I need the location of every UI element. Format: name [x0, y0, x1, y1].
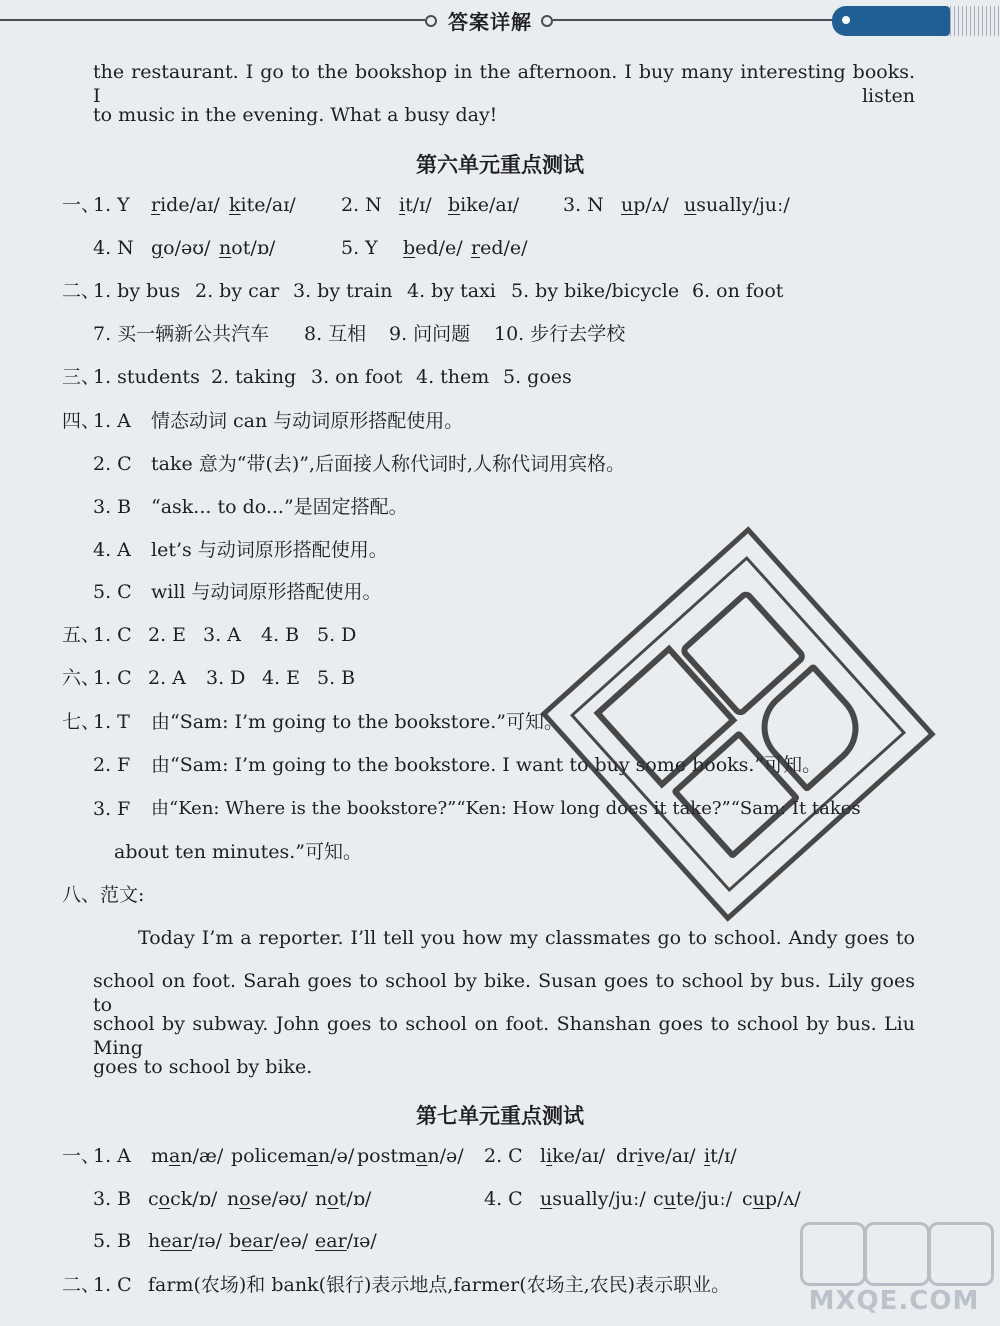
phonics-word: [151, 236, 210, 260]
word-part: n: [180, 1145, 193, 1167]
u6-s7-t: 由“Sam: I’m going to the bookstore.”可知。: [151, 711, 563, 733]
u6-s2-item: 6. on foot: [692, 280, 784, 302]
phonetic-symbol: /ʌ/: [777, 1188, 801, 1210]
phonics-item-number: 4. N: [93, 237, 134, 259]
underlined-letter: u: [752, 1188, 765, 1210]
phonics-word: [227, 1187, 308, 1211]
u6-s6-item: 3. D: [206, 667, 246, 689]
essay-line: school by subway. John goes to school on foot. Shanshan goes to school by bus. Liu Ming: [93, 1013, 915, 1059]
essay-line: school on foot. Sarah goes to school by bike. Susan goes to school by bus. Lily goes to: [93, 970, 915, 1016]
phonetic-symbol: /ɒ/: [192, 1188, 218, 1210]
underlined-letter: n: [219, 237, 232, 259]
underlined-letter: i: [637, 1145, 644, 1167]
word-rest: ike/aɪ/: [460, 194, 520, 216]
word-part: t: [710, 1145, 718, 1167]
underlined-letter: k: [229, 194, 241, 216]
u6-s7-cont: about ten minutes.”可知。: [114, 841, 362, 863]
u7-s2-num: 二、: [62, 1274, 101, 1296]
watermark-box: [864, 1222, 930, 1286]
seal-glyph: [671, 730, 801, 860]
u6-s2-item: 3. by train: [293, 280, 393, 302]
word-part: c: [148, 1188, 159, 1210]
underlined-letter: b: [403, 237, 416, 259]
u6-s4-n: 5. C: [93, 581, 132, 603]
underlined-letter: o: [158, 1188, 171, 1210]
phonics-word: [148, 1187, 217, 1211]
u6-s2-item: 10. 步行去学校: [494, 323, 626, 345]
tab-dot: [842, 16, 850, 24]
u6-s2-item: 8. 互相: [304, 323, 367, 345]
phonics-word: [403, 236, 463, 260]
watermark-box: [800, 1222, 866, 1286]
u7-s2-t: farm(农场)和 bank(银行)表示地点,farmer(农场主,农民)表示职业。: [148, 1274, 731, 1296]
phonics-word: [621, 193, 669, 217]
phonics-item-number: 5. B: [93, 1230, 132, 1252]
u6-s4-n: 2. C: [93, 453, 132, 475]
u6-s6-item: 4. E: [262, 667, 301, 689]
u6-s4-n: 4. A: [93, 539, 131, 561]
phonics-item-number: 3. N: [563, 194, 604, 216]
underlined-letter: b: [448, 194, 461, 216]
phonics-word: [229, 193, 296, 217]
word-part: postm: [357, 1145, 417, 1167]
phonics-word: [448, 193, 519, 217]
u6-s4-t: will 与动词原形搭配使用。: [151, 581, 382, 603]
word-part: p: [764, 1188, 778, 1210]
seal-inner-border: [570, 556, 906, 892]
word-part: l: [540, 1145, 547, 1167]
u6-s8-label: 八、范文:: [62, 884, 145, 906]
phonics-word: [315, 1187, 371, 1211]
phonetic-symbol: /əʊ/: [271, 1188, 308, 1210]
phonics-item-number: 3. B: [93, 1188, 132, 1210]
u6-s6-item: 2. A: [148, 667, 186, 689]
u6-s2-item: 9. 问问题: [389, 323, 471, 345]
watermark-box: [928, 1222, 994, 1286]
u6-s2-item: 1. by bus: [93, 280, 181, 302]
watermark-logo: [796, 1222, 992, 1322]
u6-s3-item: 1. students: [93, 366, 200, 388]
u6-s4-t: take 意为“带(去)”,后面接人称代词时,人称代词用宾格。: [151, 453, 626, 475]
word-part: ke: [552, 1145, 575, 1167]
u6-s7-num: 七、: [62, 711, 101, 733]
u6-s4-t: let’s 与动词原形搭配使用。: [151, 539, 388, 561]
underlined-letter: i: [399, 194, 406, 216]
phonics-item-number: 2. C: [484, 1145, 523, 1167]
phonics-word: [151, 193, 220, 217]
phonics-word: [148, 1229, 222, 1253]
u6-s7-t: 由“Ken: Where is the bookstore?”“Ken: How long does it take?”“Sam: It takes: [151, 798, 861, 819]
underlined-letter: i: [704, 1145, 711, 1167]
phonics-word: [399, 193, 432, 217]
word-part: n: [318, 1145, 331, 1167]
phonics-item-number: 4. C: [484, 1188, 523, 1210]
word-rest: ide/aɪ/: [160, 194, 220, 216]
u6-s3-num: 三、: [62, 366, 101, 388]
phonics-word: [219, 236, 275, 260]
phonics-word: [653, 1187, 732, 1211]
header-dot-right: [541, 15, 553, 27]
u6-s2-item: 7. 买一辆新公共汽车: [93, 323, 270, 345]
intro-line-1: the restaurant. I go to the bookshop in the afternoon. I buy many interesting books. I listen: [93, 61, 915, 107]
u6-s5-item: 1. C: [93, 624, 132, 646]
word-part: dr: [616, 1145, 638, 1167]
word-rest: ite/aɪ/: [240, 194, 296, 216]
u6-s7-n: 2. F: [93, 754, 131, 776]
seal-glyph: [678, 588, 808, 718]
word-part: sually: [552, 1188, 609, 1210]
word-rest: ot/ɒ/: [231, 237, 276, 259]
word-part: h: [148, 1230, 161, 1252]
underlined-letter: ear: [160, 1230, 192, 1252]
u6-s2-num: 二、: [62, 280, 101, 302]
unit7-title: 第七单元重点测试: [416, 1104, 584, 1128]
word-part: se: [250, 1188, 272, 1210]
word-rest: p/ʌ/: [633, 194, 669, 216]
underlined-letter: o: [239, 1188, 251, 1210]
word-part: n: [427, 1145, 440, 1167]
header-rule-right: [553, 19, 833, 21]
phonetic-symbol: /juː/: [694, 1188, 733, 1210]
u6-s5-item: 5. D: [317, 624, 357, 646]
underlined-letter: ear: [241, 1230, 273, 1252]
underlined-letter: a: [169, 1145, 181, 1167]
seal-stamp: [540, 526, 935, 921]
phonetic-symbol: /aɪ/: [665, 1145, 696, 1167]
phonics-word: [704, 1144, 737, 1168]
u6-s6-item: 1. C: [93, 667, 132, 689]
underlined-letter: g: [151, 237, 164, 259]
phonics-word: [315, 1229, 377, 1253]
underlined-letter: u: [663, 1188, 676, 1210]
essay-line: Today I’m a reporter. I’ll tell you how my classmates go to school. Andy goes to: [138, 927, 915, 949]
header-title: 答案详解: [448, 10, 532, 34]
word-part: b: [229, 1230, 242, 1252]
phonetic-symbol: /æ/: [192, 1145, 224, 1167]
phonetic-symbol: /ɪə/: [191, 1230, 223, 1252]
word-rest: ed/e/: [480, 237, 528, 259]
word-rest: ed/e/: [415, 237, 463, 259]
underlined-letter: i: [546, 1145, 553, 1167]
u6-s6-num: 六、: [62, 667, 101, 689]
word-part: policem: [231, 1145, 307, 1167]
u6-s5-item: 3. A: [203, 624, 241, 646]
watermark-text: MXQE.COM: [808, 1286, 980, 1316]
underlined-letter: r: [471, 237, 481, 259]
phonetic-symbol: /aɪ/: [574, 1145, 606, 1167]
u6-s5-num: 五、: [62, 624, 101, 646]
word-part: ve: [643, 1145, 666, 1167]
phonics-word: [151, 1144, 223, 1168]
u6-s4-n: 1. A: [93, 410, 131, 432]
u6-s7-n: 3. F: [93, 798, 131, 820]
word-part: n: [315, 1188, 328, 1210]
word-part: t: [338, 1188, 347, 1210]
u6-s2-item: 4. by taxi: [407, 280, 496, 302]
unit6-title: 第六单元重点测试: [416, 153, 584, 177]
essay-line: goes to school by bike.: [93, 1056, 313, 1078]
underlined-letter: u: [684, 194, 697, 216]
u6-s5-item: 4. B: [261, 624, 300, 646]
u6-s7-t: 由“Sam: I’m going to the bookstore. I want to buy some books.”可知。: [151, 754, 822, 776]
phonetic-symbol: /juː/: [608, 1188, 646, 1210]
underlined-letter: a: [416, 1145, 428, 1167]
word-rest: sually/juː/: [696, 194, 790, 216]
header-tab: [832, 6, 950, 36]
underlined-letter: ear: [315, 1230, 347, 1252]
phonics-word: [471, 236, 528, 260]
intro-line-2: to music in the evening. What a busy day!: [93, 104, 498, 126]
phonics-word: [742, 1187, 801, 1211]
phonetic-symbol: /ə/: [439, 1145, 464, 1167]
phonics-word: [540, 1144, 605, 1168]
phonetic-symbol: /ɒ/: [346, 1188, 372, 1210]
word-part: m: [151, 1145, 170, 1167]
u6-s4-t: “ask... to do...”是固定搭配。: [151, 496, 408, 518]
u6-s4-t: 情态动词 can 与动词原形搭配使用。: [151, 410, 464, 432]
u6-s1-num: 一、: [62, 194, 101, 216]
u6-s3-item: 5. goes: [503, 366, 572, 388]
underlined-letter: u: [540, 1188, 553, 1210]
phonics-item-number: 5. Y: [341, 237, 378, 259]
phonetic-symbol: /eə/: [272, 1230, 309, 1252]
u6-s5-item: 2. E: [148, 624, 187, 646]
word-rest: t/ɪ/: [405, 194, 432, 216]
word-part: te: [675, 1188, 695, 1210]
phonics-item-number: 2. N: [341, 194, 382, 216]
phonics-word: [684, 193, 790, 217]
word-rest: o/əʊ/: [163, 237, 211, 259]
phonics-word: [229, 1229, 308, 1253]
u6-s3-item: 3. on foot: [311, 366, 403, 388]
underlined-letter: r: [151, 194, 161, 216]
phonetic-symbol: /ɪ/: [717, 1145, 737, 1167]
u7-s1-num: 一、: [62, 1145, 101, 1167]
underlined-letter: u: [621, 194, 634, 216]
phonics-word: [357, 1144, 464, 1168]
u6-s4-num: 四、: [62, 410, 101, 432]
u6-s2-item: 2. by car: [195, 280, 280, 302]
page-header: [0, 0, 1000, 40]
header-stripes: [950, 6, 1000, 36]
u6-s6-item: 5. B: [317, 667, 356, 689]
phonics-item-number: 1. A: [93, 1145, 131, 1167]
phonics-item-number: 1. Y: [93, 194, 130, 216]
u6-s4-n: 3. B: [93, 496, 132, 518]
word-part: c: [742, 1188, 753, 1210]
u6-s3-item: 4. them: [416, 366, 490, 388]
word-part: ck: [170, 1188, 193, 1210]
header-dot-left: [425, 15, 437, 27]
u6-s3-item: 2. taking: [211, 366, 297, 388]
phonics-word: [616, 1144, 696, 1168]
phonetic-symbol: /ɪə/: [346, 1230, 377, 1252]
phonetic-symbol: /ə/: [330, 1145, 355, 1167]
word-part: n: [227, 1188, 240, 1210]
phonics-word: [231, 1144, 354, 1168]
phonics-word: [540, 1187, 646, 1211]
u6-s7-n: 1. T: [93, 711, 130, 733]
header-rule-left: [0, 19, 425, 21]
word-part: c: [653, 1188, 664, 1210]
underlined-letter: o: [327, 1188, 339, 1210]
u7-s2-n: 1. C: [93, 1274, 132, 1296]
u6-s2-item: 5. by bike/bicycle: [511, 280, 680, 302]
underlined-letter: a: [306, 1145, 318, 1167]
